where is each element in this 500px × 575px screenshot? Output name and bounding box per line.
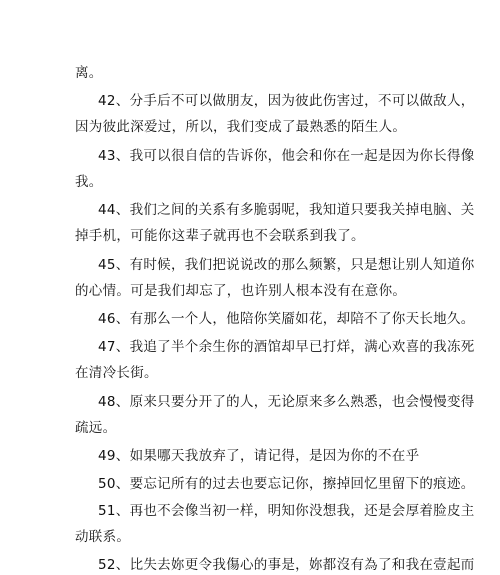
- text-line: 掉手机，可能你这辈子就再也不会联系到我了。: [75, 228, 365, 244]
- text-line: 43、我可以很自信的告诉你，他会和你在一起是因为你长得像: [98, 148, 475, 164]
- text-line: 47、我追了半个余生你的酒馆却早已打烊，满心欢喜的我冻死: [98, 339, 475, 355]
- text-line: 46、有那么一个人，他陪你笑靥如花，却陪不了你天长地久。: [98, 311, 475, 327]
- text-line: 52、比失去妳更令我傷心的事是，妳都沒有為了和我在壹起而: [98, 557, 475, 573]
- text-line: 42、分手后不可以做朋友，因为彼此伤害过，不可以做敌人，: [98, 93, 475, 109]
- text-line: 49、如果哪天我放弃了，请记得，是因为你的不在乎: [98, 448, 420, 464]
- text-line: 48、原来只要分开了的人，无论原来多么熟悉，也会慢慢变得: [98, 394, 475, 410]
- text-line: 动联系。: [75, 529, 131, 545]
- text-line: 44、我们之间的关系有多脆弱呢，我知道只要我关掉电脑、关: [98, 202, 475, 218]
- text-line: 在清冷长街。: [75, 365, 158, 381]
- text-line: 51、再也不会像当初一样，明知你没想我，还是会厚着脸皮主: [98, 503, 475, 519]
- text-line: 50、要忘记所有的过去也要忘记你，擦掉回忆里留下的痕迹。: [98, 476, 475, 492]
- text-line: 45、有时候，我们把说说改的那么频繁，只是想让别人知道你: [98, 257, 475, 273]
- text-line: 疏远。: [75, 420, 117, 436]
- text-line: 我。: [75, 174, 103, 190]
- text-line: 的心情。可是我们却忘了，也许别人根本没有在意你。: [75, 283, 407, 299]
- text-line: 离。: [75, 65, 103, 81]
- text-line: 因为彼此深爱过，所以，我们变成了最熟悉的陌生人。: [75, 119, 407, 135]
